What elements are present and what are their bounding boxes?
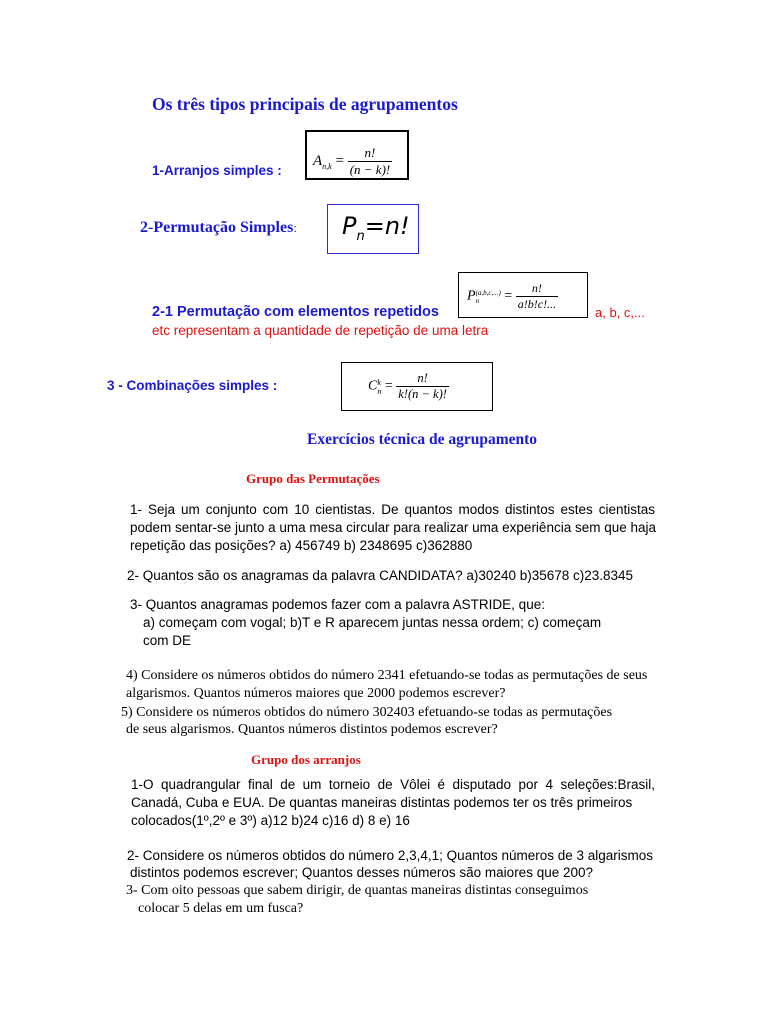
arr-q2-line-2: distintos podemos escrever; Quantos desses números são maiores que 200?: [130, 865, 594, 880]
arranjos-formula-lhs: A: [313, 152, 323, 169]
combinacoes-formula-den: k!(n − k)!: [398, 387, 447, 401]
combinacoes-formula-sup: k: [377, 377, 381, 387]
perm-q3-line-2: a) começam com vogal; b)T e R aparecem juntas nessa ordem; c) começam: [143, 615, 602, 630]
arranjos-formula-den: (n − k)!: [349, 162, 391, 177]
grupo-permutacoes-heading: Grupo das Permutações: [246, 471, 380, 486]
arr-q2-line-1: 2- Considere os números obtidos do número 2,3,4,1; Quantos números de 3 algarismos: [127, 848, 654, 863]
arr-q3-line-1: 3- Com oito pessoas que sabem dirigir, de quantas maneiras distintas conseguimos: [126, 883, 589, 898]
perm-q2: 2- Quantos são os anagramas da palavra CANDIDATA? a)30240 b)35678 c)23.8345: [127, 568, 634, 583]
perm-rep-note: etc representam a quantidade de repetição de uma letra: [152, 323, 489, 338]
perm-q3-line-1: 3- Quantos anagramas podemos fazer com a palavra ASTRIDE, que:: [130, 597, 545, 612]
arranjos-formula-eq: =: [335, 152, 344, 169]
permutacao-formula-box: [327, 204, 419, 254]
combinacoes-formula-eq: =: [384, 378, 393, 394]
permutacao-formula-sub: n: [356, 228, 365, 244]
arr-q1-line-2: Canadá, Cuba e EUA. De quantas maneiras distintas podemos ter os três primeiros: [131, 795, 633, 810]
combinacoes-label: 3 - Combinações simples :: [107, 378, 278, 393]
arr-q1-line-3: colocados(1º,2º e 3º) a)12 b)24 c)16 d) 8 e) 16: [131, 813, 410, 828]
combinacoes-formula-num: n!: [417, 371, 428, 385]
perm-rep-formula-num: n!: [531, 281, 542, 295]
arranjos-formula-num: n!: [364, 145, 376, 160]
exercises-title: Exercícios técnica de agrupamento: [307, 431, 538, 448]
perm-q1-line-1: 1- Seja um conjunto com 10 cientistas. De quantos modos distintos estes cientistas: [130, 502, 655, 517]
perm-q3-line-3: com DE: [143, 633, 192, 648]
perm-rep-formula-den: a!b!c!...: [517, 297, 557, 311]
perm-q4-line-1: 4) Considere os números obtidos do número 2341 efetuando-se todas as permutações de seus: [126, 668, 648, 683]
combinacoes-formula-box: [341, 362, 493, 411]
perm-q1-line-2: podem sentar-se junto a uma mesa circular para realizar uma experiência sem que haja: [130, 520, 657, 535]
permutacao-formula-rhs: =n!: [364, 212, 410, 240]
arr-q1-line-1: 1-O quadrangular final de um torneio de Vôlei é disputado por 4 seleções:Brasil,: [131, 777, 655, 792]
permutacao-label: 2-Permutação Simples:: [140, 219, 297, 236]
grupo-arranjos-heading: Grupo dos arranjos: [251, 752, 361, 767]
perm-rep-formula-sup: (a,b,c,...): [475, 288, 501, 297]
permutacao-formula-lhs: P: [342, 212, 357, 240]
perm-rep-formula-sub: n: [475, 296, 480, 305]
perm-rep-note-letters: a, b, c,...: [595, 305, 645, 320]
perm-rep-label: 2-1 Permutação com elementos repetidos: [152, 304, 439, 320]
arranjos-formula-box: [305, 130, 409, 180]
perm-rep-formula-lhs: P: [467, 288, 476, 304]
arranjos-formula-sub: n,k: [322, 161, 332, 171]
perm-q1-line-3: repetição das posições? a) 456749 b) 2348695 c)362880: [130, 538, 473, 553]
perm-rep-formula-eq: =: [504, 288, 513, 304]
arranjos-label: 1-Arranjos simples :: [152, 163, 282, 178]
page-title: Os três tipos principais de agrupamentos: [152, 94, 458, 114]
arr-q3-line-2: colocar 5 delas em um fusca?: [138, 901, 304, 916]
combinacoes-formula-lhs: C: [368, 378, 378, 394]
perm-q4-line-2: algarismos. Quantos números maiores que 2000 podemos escrever?: [126, 686, 506, 701]
combinacoes-formula-sub: n: [377, 386, 382, 396]
perm-rep-formula-box: [458, 272, 588, 318]
perm-q5-line-2: de seus algarismos. Quantos números distintos podemos escrever?: [126, 722, 498, 737]
perm-q5-line-1: 5) Considere os números obtidos do número 302403 efetuando-se todas as permutações: [121, 705, 613, 720]
